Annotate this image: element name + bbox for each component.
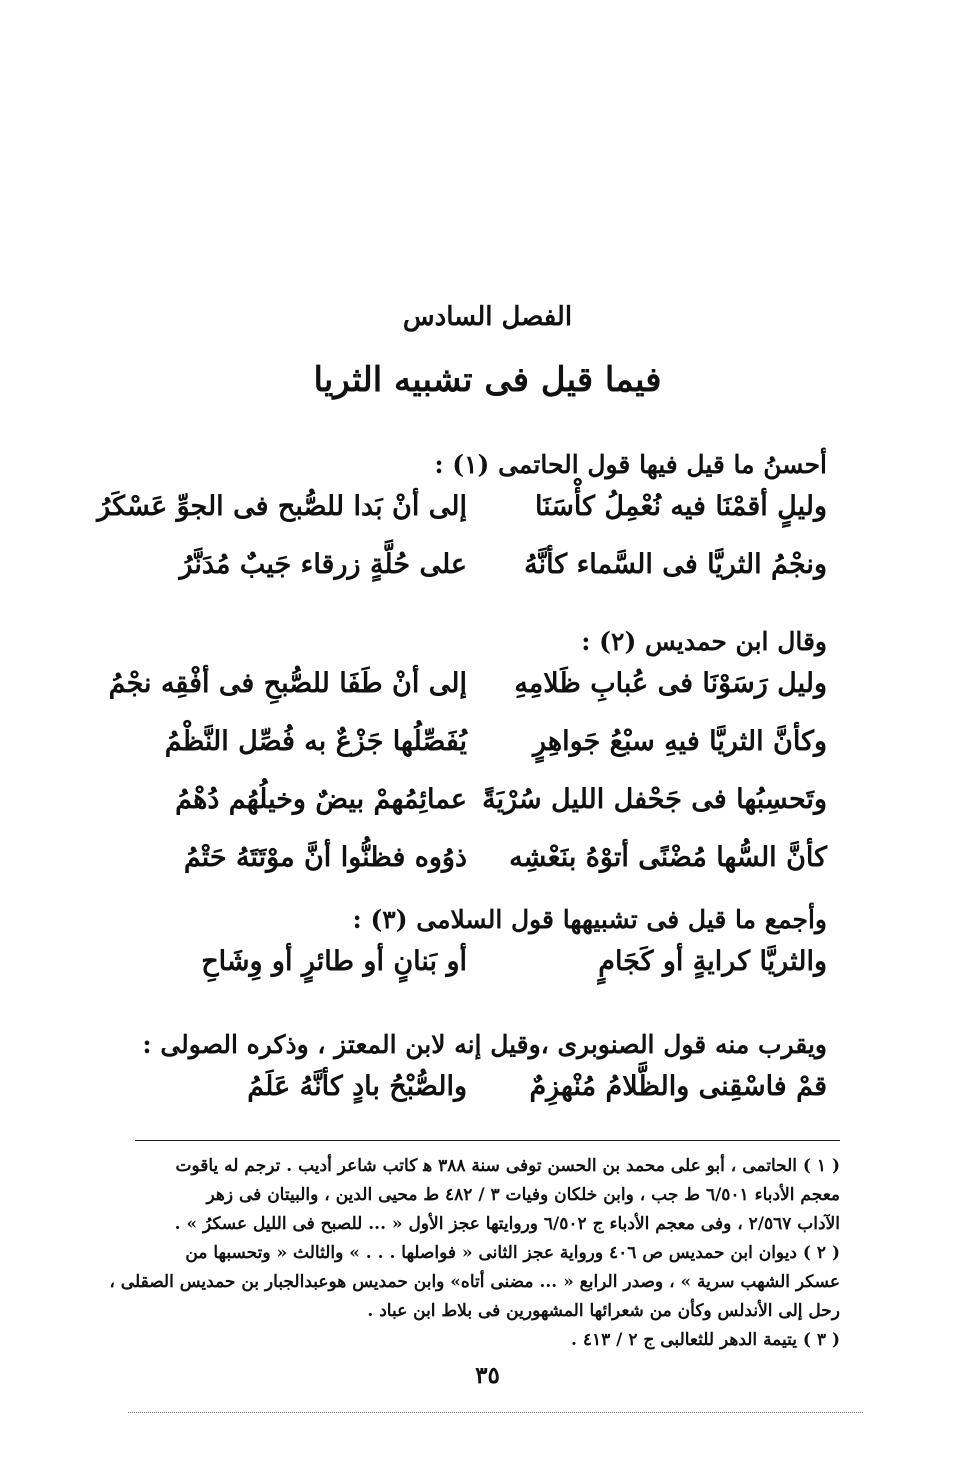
verse-first-hemistich: وليلٍ أقمْنَا فيه نُعْمِلُ كأْسَنَا bbox=[534, 491, 827, 522]
verse-line bbox=[150, 543, 827, 601]
verse-first-hemistich: وتَحسِبُها فى جَحْفل الليل سُرْيَةً bbox=[482, 784, 827, 815]
verse-first-hemistich: والثريَّا كرايةٍ أو كَجَامٍ bbox=[598, 946, 827, 977]
verse-first-hemistich: كأنَّ السُّها مُضْنًى أتوْهُ بنَعْشِه bbox=[509, 842, 827, 873]
poem-section-ibn-hamdis bbox=[108, 622, 827, 894]
verse-line bbox=[108, 662, 827, 720]
footnote-line: عسكر الشهب سرية » ، وصدر الرابع « ... مضنى أتاه» وابن حمديس هوعبدالجبار بن حمديس الصقلى ، bbox=[109, 1272, 840, 1292]
bottom-rule bbox=[128, 1412, 863, 1413]
poem-intro: وقال ابن حمديس (٢) : bbox=[581, 627, 827, 656]
poem-section-hatimi bbox=[97, 445, 827, 601]
footnote-divider bbox=[135, 1140, 840, 1141]
footnote-line: معجم الأدباء ٦/٥٠١ ط جب ، وابن خلكان وفيات ٣ / ٤٨٢ ط محيى الدين ، والبيتان فى زهر bbox=[206, 1185, 840, 1205]
poem-intro: أحسنُ ما قيل فيها قول الحاتمى (١) : bbox=[434, 450, 827, 479]
verse-second-hemistich: إلى أنْ بَدا للصُّبح فى الجوِّ عَسْكَرُ bbox=[97, 491, 467, 522]
poem-section-sanawbari bbox=[142, 1025, 827, 1123]
verse-second-hemistich: والصُّبْحُ بادٍ كأنَّهُ عَلَمُ bbox=[247, 1071, 467, 1102]
verse-line bbox=[150, 836, 827, 894]
chapter-title: فيما قيل فى تشبيه الثريا bbox=[313, 360, 662, 400]
verse-first-hemistich: قمْ فاسْقِنى والظَّلامُ مُنْهزِمٌ bbox=[529, 1071, 827, 1102]
verse-first-hemistich: وكأنَّ الثريَّا فيهِ سبْعُ جَواهِرٍ bbox=[532, 726, 827, 757]
verse-line bbox=[97, 485, 827, 543]
footnote-line: ( ٢ ) ديوان ابن حمديس ص ٤٠٦ ورواية عجز الثانى « فواصلها . . . » والثالث « وتحسبها من bbox=[185, 1243, 840, 1263]
poem-section-salami bbox=[150, 900, 827, 998]
verse-line bbox=[150, 720, 827, 778]
verse-first-hemistich: ونجْمُ الثريَّا فى السَّماء كأنَّهُ bbox=[524, 549, 827, 580]
verse-second-hemistich: على حُلَّةٍ زرقاء جَيبٌ مُدَنَّرُ bbox=[179, 549, 467, 580]
verse-second-hemistich: إلى أنْ طَفَا للصُّبحِ فى أفْقِه نجْمُ bbox=[108, 668, 467, 699]
verse-line bbox=[150, 940, 827, 998]
footnote-line: الآداب ٢/٥٦٧ ، وفى معجم الأدباء ج ٦/٥٠٢ وروايتها عجز الأول « ... للصبح فى الليل عسكرُ » . bbox=[174, 1214, 840, 1234]
footnote-line: ( ٣ ) يتيمة الدهر للثعالبى ج ٢ / ٤١٣ . bbox=[571, 1330, 840, 1350]
footnotes bbox=[109, 1152, 840, 1355]
footnote-line: ( ١ ) الحاتمى ، أبو على محمد بن الحسن توفى سنة ٣٨٨ ﻫ كاتب شاعر أديب . ترجم له ياقوت bbox=[175, 1156, 840, 1176]
verse-second-hemistich: ذوُوه فظنُّوا أنَّ موْتَتَهُ حَتْمُ bbox=[183, 842, 467, 873]
verse-first-hemistich: وليل رَسَوْنَا فى عُبابِ ظَلامِهِ bbox=[514, 668, 827, 699]
poem-intro: وأجمع ما قيل فى تشبيهها قول السلامى (٣) : bbox=[352, 905, 827, 934]
verse-second-hemistich: يُفَصِّلُها جَزْعٌ به فُصِّل النَّظْمُ bbox=[164, 726, 467, 757]
footnote-line: رحل إلى الأندلس وكأن من شعرائها المشهورين فى بلاط ابن عباد . bbox=[367, 1301, 840, 1321]
verse-line bbox=[150, 778, 827, 836]
poem-intro: ويقرب منه قول الصنوبرى ،وقيل إنه لابن المعتز ، وذكره الصولى : bbox=[142, 1030, 827, 1059]
chapter-label: الفصل السادس bbox=[402, 302, 573, 332]
verse-second-hemistich: عمائِمُهمْ بيضٌ وخيلُهُم دُهْمُ bbox=[175, 784, 467, 815]
verse-second-hemistich: أو بَنانٍ أو طائرٍ أو وِشَاحِ bbox=[201, 946, 467, 977]
verse-line bbox=[150, 1065, 827, 1123]
page-number: ٣٥ bbox=[475, 1362, 500, 1389]
